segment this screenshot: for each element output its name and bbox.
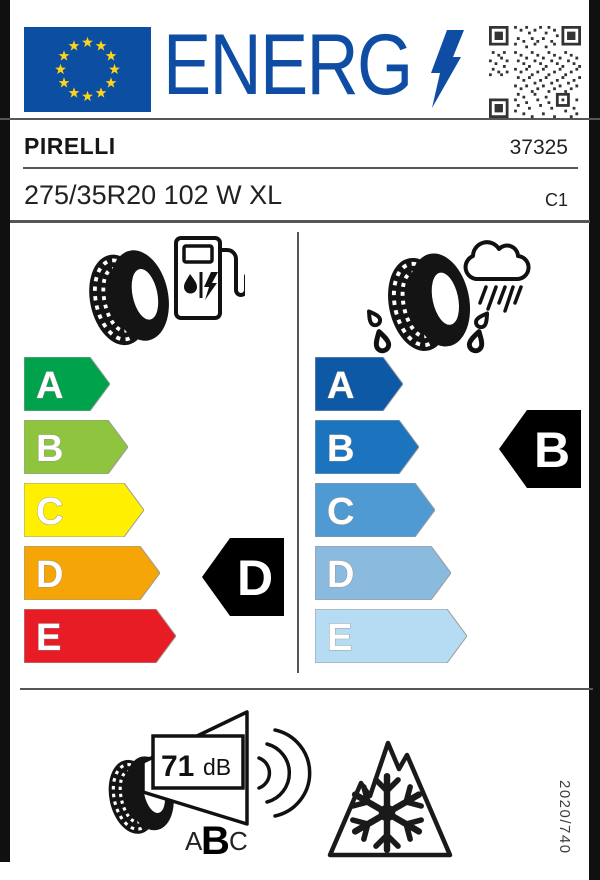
energy-logo-text: ENERG bbox=[163, 17, 412, 113]
noise-class-b: B bbox=[201, 819, 230, 863]
wet-grip-rating-letter: B bbox=[533, 422, 571, 478]
fuel-pump-icon bbox=[173, 230, 245, 327]
noise-value: 71 bbox=[161, 750, 195, 783]
wet-grade-b bbox=[315, 420, 419, 474]
noise-icon bbox=[95, 702, 330, 867]
grade-letter: E bbox=[36, 617, 62, 659]
sound-waves-icon bbox=[259, 730, 310, 816]
fuel-grade-c bbox=[24, 483, 144, 537]
fuel-grade-e bbox=[24, 609, 176, 663]
grade-letter: D bbox=[327, 554, 355, 596]
brand-name: PIRELLI bbox=[24, 133, 116, 159]
grade-letter: D bbox=[36, 554, 64, 596]
wet-grade-a bbox=[315, 357, 403, 411]
right-border-bar bbox=[589, 0, 600, 880]
wet-grade-e bbox=[315, 609, 467, 663]
article-number: 37325 bbox=[509, 136, 568, 159]
qr-code-icon bbox=[489, 26, 581, 118]
wet-grip-scale bbox=[315, 357, 467, 663]
header-divider bbox=[0, 118, 600, 120]
grade-letter: E bbox=[327, 617, 353, 659]
fuel-grade-d bbox=[24, 546, 160, 600]
tyre-dimensions: 275/35R20 102 W XL bbox=[24, 180, 283, 210]
tyre-class: C1 bbox=[544, 190, 568, 210]
lightning-bolt-icon bbox=[428, 30, 466, 110]
fuel-rating-selector bbox=[202, 538, 284, 616]
eu-flag-icon bbox=[24, 27, 151, 112]
size-divider bbox=[10, 220, 590, 223]
wet-grip-rating-selector bbox=[499, 410, 581, 488]
brand-divider bbox=[23, 167, 578, 169]
fuel-grade-b bbox=[24, 420, 128, 474]
wet-grade-c bbox=[315, 483, 435, 537]
snowflake-mountain-icon bbox=[325, 733, 455, 861]
centre-divider bbox=[297, 232, 299, 673]
wet-grade-d bbox=[315, 546, 451, 600]
regulation-number: 2020/740 bbox=[556, 780, 573, 855]
bottom-divider bbox=[20, 688, 593, 690]
rain-cloud-icon bbox=[458, 233, 540, 325]
fuel-efficiency-scale bbox=[24, 357, 176, 663]
grade-letter: C bbox=[36, 491, 64, 533]
grade-letter: A bbox=[36, 365, 64, 407]
grade-letter: A bbox=[327, 365, 355, 407]
noise-unit: dB bbox=[203, 754, 232, 780]
grade-letter: C bbox=[327, 491, 355, 533]
grade-letter: B bbox=[327, 428, 355, 470]
left-border-bar bbox=[0, 0, 10, 862]
fuel-rating-letter: D bbox=[236, 550, 274, 606]
noise-class-a: A bbox=[185, 826, 203, 856]
fuel-grade-a bbox=[24, 357, 110, 411]
fuel-efficiency-tire-icon bbox=[80, 245, 180, 350]
noise-class-c: C bbox=[229, 826, 248, 856]
grade-letter: B bbox=[36, 428, 64, 470]
